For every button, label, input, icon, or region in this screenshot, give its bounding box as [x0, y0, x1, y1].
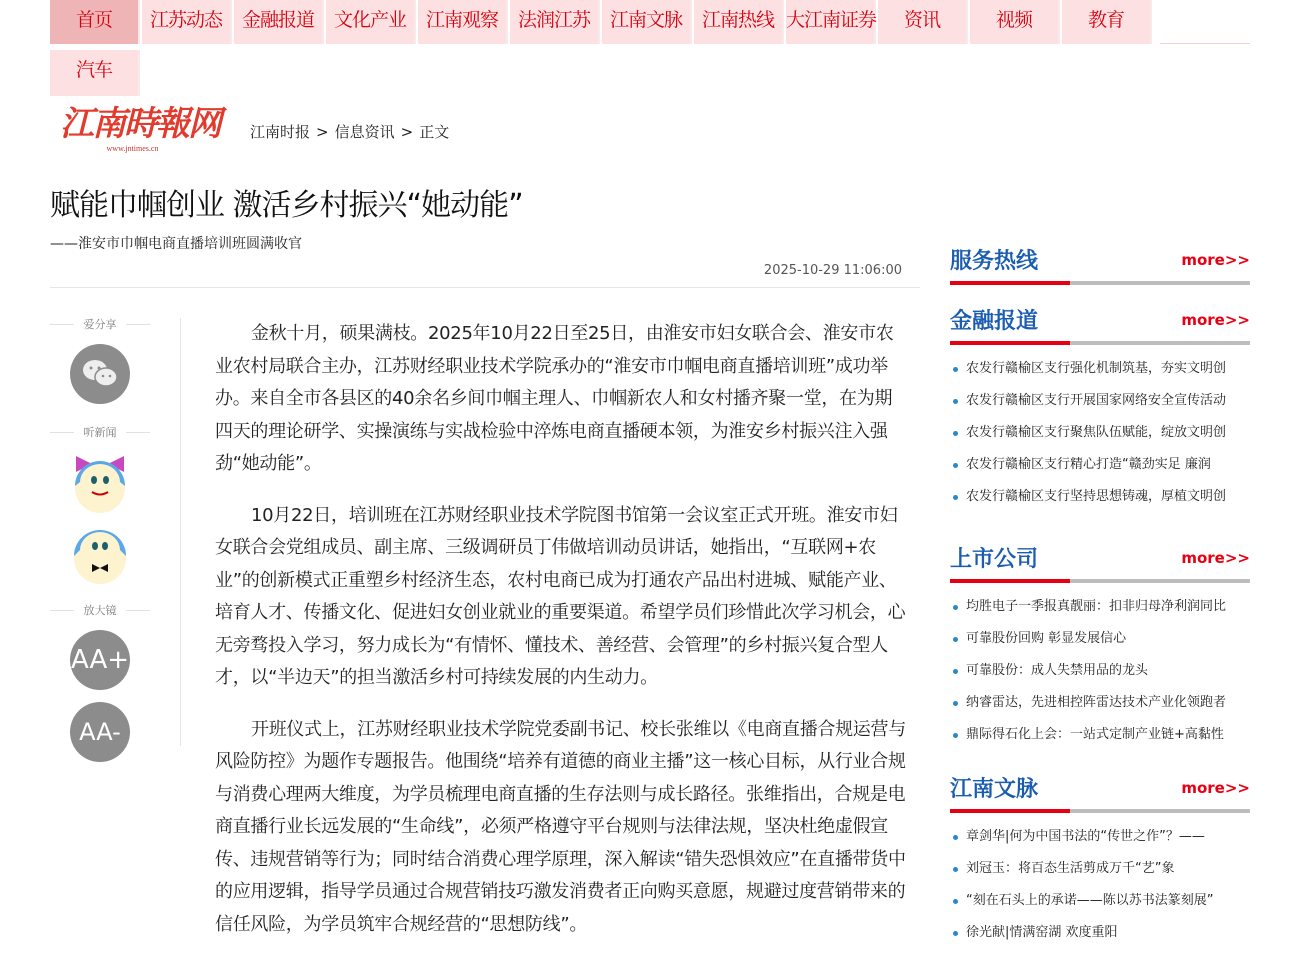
- page-subtitle: ——淮安市巾帼电商直播培训班圆满收官: [50, 236, 302, 252]
- divider: [50, 287, 920, 288]
- article-body: [215, 318, 907, 960]
- font-decrease-button[interactable]: [70, 702, 130, 762]
- nav-item[interactable]: 首页: [50, 0, 140, 44]
- news-list: [950, 345, 1250, 513]
- nav-item[interactable]: 汽车: [50, 50, 140, 96]
- article-paragraph: 开班仪式上，江苏财经职业技术学院党委副书记、校长张维以《电商直播合规运营与风险防控》为题作专题报告。他围绕“培养有道德的商业主播”这一核心目标，从行业合规与消费心理两大维度，为学员梳理电商直播的生存法则与成长路径。张维指出，合规是电商直播行业长远发展的“生命线”，必须严格遵守平台规则与法律法规，坚决杜绝虚假宣传、违规营销等行为；同时结合消费心理学原理，深入解读“错失恐惧效应”在直播带货中的应用逻辑，指导学员通过合规营销技巧激发消费者正向购买意愿，规避过度营销带来的信任风险，为学员筑牢合规经营的“思想防线”。: [215, 718, 906, 935]
- list-item[interactable]: 均胜电子一季报真靓丽：扣非归母净利润同比: [950, 591, 1250, 623]
- wechat-share-button[interactable]: [70, 344, 130, 404]
- list-item[interactable]: 农发行赣榆区支行强化机制筑基，夯实文明创: [950, 353, 1250, 385]
- box-header: [950, 543, 1250, 583]
- box-header: [950, 773, 1250, 813]
- breadcrumb-category[interactable]: 信息资讯: [334, 123, 395, 141]
- listen-male-voice-button[interactable]: [70, 524, 130, 586]
- font-increase-icon: AA+: [70, 645, 130, 675]
- font-decrease-icon: AA-: [79, 718, 121, 746]
- share-toolbar: [50, 316, 180, 762]
- font-increase-button[interactable]: [70, 630, 130, 690]
- breadcrumb-current: 正文: [419, 123, 450, 141]
- nav-item[interactable]: 视频: [970, 0, 1060, 44]
- listen-female-voice-button[interactable]: [70, 452, 130, 514]
- list-item[interactable]: 农发行赣榆区支行开展国家网络安全宣传活动: [950, 385, 1250, 417]
- sidebar-box: [950, 773, 1250, 949]
- nav-item[interactable]: 江苏动态: [142, 0, 232, 44]
- more-link[interactable]: more>>: [1181, 251, 1250, 269]
- share-label: 爱分享: [50, 316, 180, 334]
- nav-item[interactable]: 法润江苏: [510, 0, 600, 44]
- list-item[interactable]: 章剑华|何为中国书法的“传世之作”？——: [950, 821, 1250, 853]
- article-paragraph: 金秋十月，硕果满枝。2025年10月22日至25日，由淮安市妇女联合会、淮安市农业农村局联合主办，江苏财经职业技术学院承办的“淮安市巾帼电商直播培训班”成功举办。来自全市各县区的40余名乡间巾帼主理人、巾帼新农人和女村播齐聚一堂，在为期四天的理论研学、实操演练与实战检验中淬炼电商直播硬本领，为淮安乡村振兴注入强劲“她动能”。: [215, 323, 894, 474]
- box-title: 江南文脉: [950, 777, 1039, 802]
- sidebar-box: [950, 543, 1250, 751]
- publish-date: 2025-10-29 11:06:00: [763, 263, 902, 278]
- breadcrumb: [250, 121, 449, 142]
- list-item[interactable]: 农发行赣榆区支行精心打造“赣劲实足 廉润: [950, 449, 1250, 481]
- more-link[interactable]: more>>: [1181, 549, 1250, 567]
- nav-item[interactable]: 金融报道: [234, 0, 324, 44]
- nav-item[interactable]: 江南观察: [418, 0, 508, 44]
- page-title: 赋能巾帼创业 激活乡村振兴“她动能”: [50, 188, 523, 223]
- logo-text: 江南時報网: [60, 104, 220, 144]
- wechat-icon: [81, 358, 119, 390]
- article-paragraph: 10月22日，培训班在江苏财经职业技术学院图书馆第一会议室正式开班。淮安市妇女联合会党组成员、副主席、三级调研员丁伟做培训动员讲话，她指出，“互联网+农业”的创新模式正重塑乡村经济生态，农村电商已成为打通农产品出村进城、赋能产业、培育人才、传播文化、促进妇女创业就业的重要渠道。希望学员们珍惜此次学习机会，心无旁骛投入学习，努力成长为“有情怀、懂技术、善经营、会管理”的乡村振兴复合型人才，以“半边天”的担当激活乡村可持续发展的内生动力。: [215, 504, 906, 688]
- zoom-label: 放大镜: [50, 602, 180, 620]
- breadcrumb-separator: >: [316, 123, 329, 141]
- listen-label: 听新闻: [50, 424, 180, 442]
- male-mascot-icon: [70, 524, 130, 586]
- nav-item[interactable]: 大江南证券: [786, 0, 876, 44]
- list-item[interactable]: 纳睿雷达，先进相控阵雷达技术产业化领跑者: [950, 687, 1250, 719]
- list-item[interactable]: “刻在石头上的承诺——陈以苏书法篆刻展”: [950, 885, 1250, 917]
- logo-url: www.jntimes.cn: [106, 144, 159, 153]
- breadcrumb-separator: >: [400, 123, 414, 141]
- list-item[interactable]: 可靠股份回购 彰显发展信心: [950, 623, 1250, 655]
- list-item[interactable]: 农发行赣榆区支行聚焦队伍赋能，绽放文明创: [950, 417, 1250, 449]
- sidebar-box: [950, 305, 1250, 513]
- list-item[interactable]: 徐光献|情满窑湖 欢度重阳: [950, 917, 1250, 949]
- box-header: [950, 305, 1250, 345]
- more-link[interactable]: more>>: [1181, 779, 1250, 797]
- box-title: 上市公司: [950, 547, 1039, 572]
- nav-item[interactable]: 文化产业: [326, 0, 416, 44]
- nav-item[interactable]: 教育: [1062, 0, 1152, 44]
- sidebar-box: [950, 245, 1250, 285]
- list-item[interactable]: 刘冠玉：将百态生活剪成万千“艺”象: [950, 853, 1250, 885]
- box-title: 服务热线: [950, 249, 1039, 274]
- list-item[interactable]: 农发行赣榆区支行坚持思想铸魂，厚植文明创: [950, 481, 1250, 513]
- nav-item[interactable]: 资讯: [878, 0, 968, 44]
- more-link[interactable]: more>>: [1181, 311, 1250, 329]
- nav-item[interactable]: 江南文脉: [602, 0, 692, 44]
- female-mascot-icon: [70, 452, 130, 514]
- nav-item[interactable]: 江南热线: [694, 0, 784, 44]
- right-sidebar: [950, 245, 1250, 949]
- box-title: 金融报道: [950, 309, 1039, 334]
- list-item[interactable]: 可靠股份：成人失禁用品的龙头: [950, 655, 1250, 687]
- divider: [180, 318, 181, 746]
- main-nav: [50, 0, 1250, 95]
- site-logo[interactable]: [60, 104, 225, 156]
- news-list: [950, 813, 1250, 949]
- list-item[interactable]: 鼎际得石化上会：一站式定制产业链+高黏性: [950, 719, 1250, 751]
- breadcrumb-home[interactable]: 江南时报: [250, 123, 311, 141]
- box-header: [950, 245, 1250, 285]
- news-list: [950, 583, 1250, 751]
